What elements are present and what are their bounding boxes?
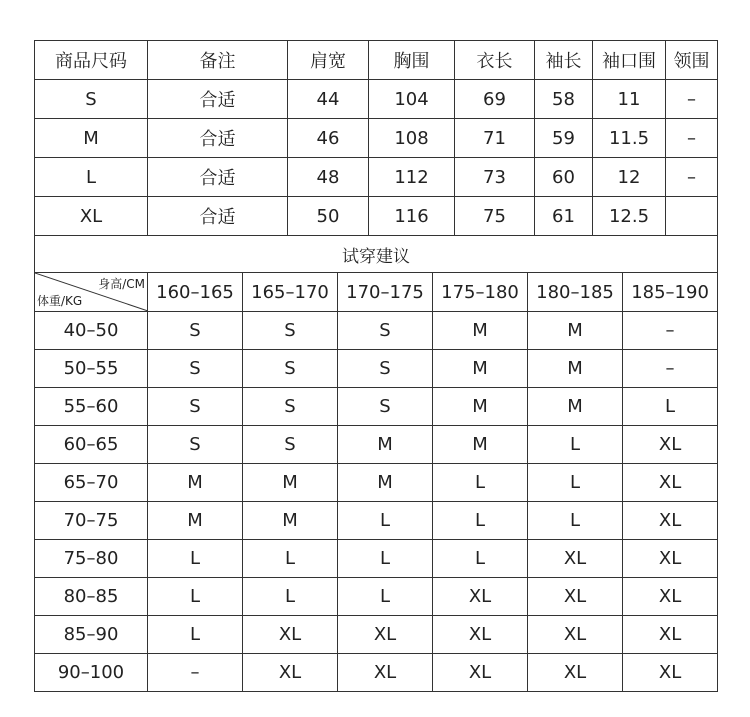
size-cell: 75	[455, 197, 535, 236]
recommended-size-cell: S	[243, 350, 338, 388]
size-cell: 59	[535, 119, 593, 158]
recommended-size-cell: L	[338, 540, 433, 578]
recommended-size-cell: XL	[623, 654, 718, 692]
recommended-size-cell: L	[338, 502, 433, 540]
table-row	[35, 578, 718, 616]
weight-range-label: 80–85	[35, 578, 148, 616]
table-row	[35, 158, 718, 197]
recommended-size-cell: S	[243, 388, 338, 426]
corner-weight-label: 体重/KG	[37, 294, 83, 308]
recommended-size-cell: –	[623, 350, 718, 388]
recommended-size-cell: M	[338, 426, 433, 464]
recommended-size-cell: M	[148, 464, 243, 502]
weight-range-label: 90–100	[35, 654, 148, 692]
recommended-size-cell: XL	[528, 540, 623, 578]
size-header-cell: 领围	[666, 41, 718, 80]
size-cell: 58	[535, 80, 593, 119]
recommended-size-cell: XL	[623, 502, 718, 540]
recommended-size-cell: L	[148, 616, 243, 654]
size-cell: –	[666, 119, 718, 158]
recommended-size-cell: M	[528, 350, 623, 388]
recommended-size-cell: XL	[623, 616, 718, 654]
size-table-header	[35, 41, 718, 80]
recommended-size-cell: M	[433, 312, 528, 350]
size-header-cell: 备注	[148, 41, 288, 80]
recommended-size-cell: M	[433, 388, 528, 426]
table-row	[35, 616, 718, 654]
recommended-size-cell: XL	[243, 654, 338, 692]
table-row	[35, 119, 718, 158]
weight-range-label: 70–75	[35, 502, 148, 540]
size-cell: 61	[535, 197, 593, 236]
recommended-size-cell: L	[433, 540, 528, 578]
recommended-size-cell: M	[528, 312, 623, 350]
recommended-size-cell: M	[528, 388, 623, 426]
size-cell: 69	[455, 80, 535, 119]
recommended-size-cell: S	[243, 312, 338, 350]
recommended-size-cell: S	[338, 312, 433, 350]
recommended-size-cell: XL	[433, 616, 528, 654]
size-cell: 12	[593, 158, 666, 197]
table-row	[35, 464, 718, 502]
recommended-size-cell: L	[338, 578, 433, 616]
fit-recommendation-table	[34, 236, 718, 692]
corner-cell	[35, 273, 148, 312]
size-cell: –	[666, 158, 718, 197]
recommended-size-cell: XL	[433, 654, 528, 692]
recommended-size-cell: XL	[623, 578, 718, 616]
size-cell: 116	[369, 197, 455, 236]
size-cell: 11	[593, 80, 666, 119]
size-header-cell: 商品尺码	[35, 41, 148, 80]
size-cell: 合适	[148, 119, 288, 158]
corner-height-label: 身高/CM	[98, 277, 145, 291]
size-cell: L	[35, 158, 148, 197]
weight-range-label: 85–90	[35, 616, 148, 654]
table-row	[35, 312, 718, 350]
size-cell: XL	[35, 197, 148, 236]
height-range-header: 180–185	[528, 273, 623, 312]
recommended-size-cell: L	[528, 426, 623, 464]
recommended-size-cell: L	[243, 540, 338, 578]
recommended-size-cell: XL	[623, 464, 718, 502]
table-row	[35, 654, 718, 692]
recommended-size-cell: XL	[528, 616, 623, 654]
recommended-size-cell: M	[433, 350, 528, 388]
size-cell: –	[666, 80, 718, 119]
size-header-cell: 肩宽	[288, 41, 369, 80]
recommended-size-cell: L	[528, 464, 623, 502]
recommendation-title: 试穿建议	[35, 236, 718, 273]
table-row	[35, 426, 718, 464]
size-cell: 44	[288, 80, 369, 119]
height-range-header: 170–175	[338, 273, 433, 312]
size-header-cell: 袖长	[535, 41, 593, 80]
recommended-size-cell: S	[148, 426, 243, 464]
size-header-cell: 胸围	[369, 41, 455, 80]
weight-range-label: 40–50	[35, 312, 148, 350]
size-chart	[34, 40, 718, 692]
table-row	[35, 502, 718, 540]
size-cell: 合适	[148, 197, 288, 236]
size-cell: 108	[369, 119, 455, 158]
size-cell: 73	[455, 158, 535, 197]
table-row	[35, 540, 718, 578]
recommended-size-cell: XL	[433, 578, 528, 616]
size-cell: 112	[369, 158, 455, 197]
weight-range-label: 55–60	[35, 388, 148, 426]
height-range-header: 185–190	[623, 273, 718, 312]
recommended-size-cell: S	[148, 312, 243, 350]
size-cell: 合适	[148, 80, 288, 119]
recommended-size-cell: M	[338, 464, 433, 502]
height-range-header: 175–180	[433, 273, 528, 312]
height-range-header: 165–170	[243, 273, 338, 312]
size-cell: 48	[288, 158, 369, 197]
recommended-size-cell: XL	[338, 654, 433, 692]
recommended-size-cell: L	[148, 578, 243, 616]
recommended-size-cell: XL	[338, 616, 433, 654]
weight-range-label: 50–55	[35, 350, 148, 388]
recommended-size-cell: XL	[623, 540, 718, 578]
table-row	[35, 197, 718, 236]
recommended-size-cell: L	[528, 502, 623, 540]
size-cell: 60	[535, 158, 593, 197]
table-row	[35, 388, 718, 426]
size-table	[34, 40, 718, 236]
recommended-size-cell: S	[243, 426, 338, 464]
recommended-size-cell: M	[433, 426, 528, 464]
recommended-size-cell: L	[243, 578, 338, 616]
recommended-size-cell: L	[433, 464, 528, 502]
table-row	[35, 350, 718, 388]
size-cell: S	[35, 80, 148, 119]
recommended-size-cell: L	[433, 502, 528, 540]
recommended-size-cell: S	[148, 350, 243, 388]
recommended-size-cell: M	[243, 502, 338, 540]
size-header-cell: 衣长	[455, 41, 535, 80]
recommended-size-cell: –	[148, 654, 243, 692]
recommended-size-cell: L	[623, 388, 718, 426]
recommended-size-cell: XL	[243, 616, 338, 654]
size-cell: 46	[288, 119, 369, 158]
size-cell: 合适	[148, 158, 288, 197]
recommended-size-cell: XL	[623, 426, 718, 464]
size-cell: 71	[455, 119, 535, 158]
size-cell	[666, 197, 718, 236]
recommended-size-cell: XL	[528, 654, 623, 692]
recommended-size-cell: XL	[528, 578, 623, 616]
table-row	[35, 80, 718, 119]
recommended-size-cell: S	[338, 388, 433, 426]
weight-range-label: 75–80	[35, 540, 148, 578]
recommended-size-cell: L	[148, 540, 243, 578]
height-range-header: 160–165	[148, 273, 243, 312]
recommended-size-cell: S	[338, 350, 433, 388]
size-cell: M	[35, 119, 148, 158]
size-cell: 12.5	[593, 197, 666, 236]
weight-range-label: 65–70	[35, 464, 148, 502]
recommended-size-cell: S	[148, 388, 243, 426]
recommended-size-cell: M	[243, 464, 338, 502]
size-cell: 104	[369, 80, 455, 119]
size-header-cell: 袖口围	[593, 41, 666, 80]
size-cell: 50	[288, 197, 369, 236]
recommended-size-cell: –	[623, 312, 718, 350]
weight-range-label: 60–65	[35, 426, 148, 464]
size-cell: 11.5	[593, 119, 666, 158]
recommended-size-cell: M	[148, 502, 243, 540]
